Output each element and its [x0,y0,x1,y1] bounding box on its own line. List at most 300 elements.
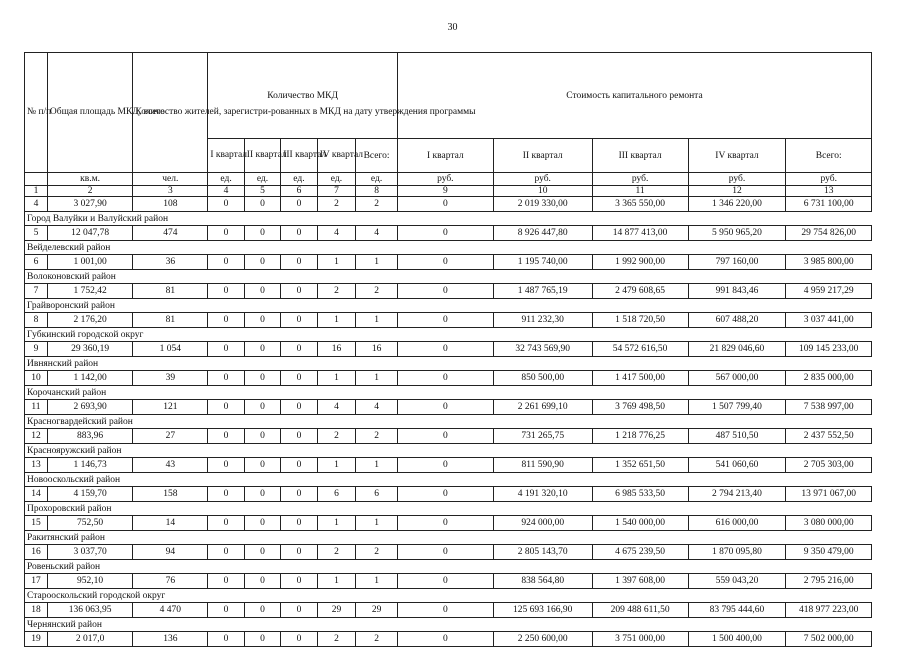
cell: 2 795 216,00 [786,574,872,589]
cell: 1 [356,313,398,328]
header-residents: Количество жителей, зарегистри-рованных в МКД на дату утверждения программы [133,53,208,173]
cell: 0 [208,574,244,589]
cell: 0 [244,632,280,647]
cell: 752,50 [47,516,132,531]
cell: 1 397 608,00 [592,574,688,589]
cell: 0 [397,342,493,357]
cell: 4 959 217,29 [786,284,872,299]
header-cost-q1: I квартал [397,139,493,173]
cell: 0 [281,371,317,386]
cell: 7 502 000,00 [786,632,872,647]
table-row [25,603,872,618]
region-name: Новооскольский район [25,473,872,487]
cell: 0 [397,458,493,473]
table-row [25,545,872,560]
cell: 0 [281,313,317,328]
cell: 5 950 965,20 [688,226,786,241]
cell: 12 [25,429,48,444]
cell: 1 487 765,19 [493,284,592,299]
cell: 108 [133,197,208,212]
region-header-row [25,357,872,371]
cell: 2 437 552,50 [786,429,872,444]
cell: 2 019 330,00 [493,197,592,212]
cell: 1 054 [133,342,208,357]
cell: 1 752,42 [47,284,132,299]
cell: 0 [208,516,244,531]
cell: 487 510,50 [688,429,786,444]
cell: 0 [281,284,317,299]
header-cost-q2: II квартал [493,139,592,173]
units-cell: ед. [356,173,398,186]
cell: 0 [244,429,280,444]
cell: 19 [25,632,48,647]
region-name: Грайворонский район [25,299,872,313]
cell: 1 [317,371,356,386]
cell: 6 731 100,00 [786,197,872,212]
cell: 0 [397,371,493,386]
cell: 81 [133,284,208,299]
cell: 0 [397,545,493,560]
cell: 6 985 533,50 [592,487,688,502]
cell: 0 [397,574,493,589]
cell: 4 [25,197,48,212]
cell: 27 [133,429,208,444]
cell: 0 [244,545,280,560]
region-name: Ивнянский район [25,357,872,371]
cell: 991 843,46 [688,284,786,299]
region-header-row [25,270,872,284]
cell: 0 [281,603,317,618]
cell: 2 794 213,40 [688,487,786,502]
cell: 1 142,00 [47,371,132,386]
units-cell: чел. [133,173,208,186]
cell: 4 [317,400,356,415]
region-name: Вейделевский район [25,241,872,255]
cell: 0 [281,516,317,531]
header-cost-q4: IV квартал [688,139,786,173]
page-number: 30 [447,22,458,33]
cell: 1 [356,255,398,270]
header-q4: IV квартал [317,139,356,173]
cell: 0 [244,342,280,357]
units-cell: ед. [208,173,244,186]
col-number: 4 [208,186,244,197]
cell: 0 [397,226,493,241]
capital-repair-table [24,52,872,647]
cell: 3 985 800,00 [786,255,872,270]
header-cost: Стоимость капитального ремонта [397,53,871,139]
cell: 1 507 799,40 [688,400,786,415]
cell: 54 572 616,50 [592,342,688,357]
units-cell: руб. [493,173,592,186]
cell: 7 538 997,00 [786,400,872,415]
cell: 16 [317,342,356,357]
cell: 0 [208,429,244,444]
cell: 0 [281,458,317,473]
cell: 109 145 233,00 [786,342,872,357]
cell: 3 037 441,00 [786,313,872,328]
cell: 18 [25,603,48,618]
cell: 559 043,20 [688,574,786,589]
cell: 39 [133,371,208,386]
cell: 1 500 400,00 [688,632,786,647]
table-row [25,371,872,386]
col-number: 9 [397,186,493,197]
cell: 1 [317,458,356,473]
region-name: Волоконовский район [25,270,872,284]
col-number: 8 [356,186,398,197]
cell: 811 590,90 [493,458,592,473]
cell: 209 488 611,50 [592,603,688,618]
cell: 4 159,70 [47,487,132,502]
region-name: Старооскольский городской округ [25,589,872,603]
table-row [25,226,872,241]
cell: 2 [317,545,356,560]
table-row [25,458,872,473]
cell: 1 [356,371,398,386]
table-row [25,400,872,415]
cell: 2 [356,429,398,444]
region-header-row [25,531,872,545]
cell: 1 870 095,80 [688,545,786,560]
cell: 9 350 479,00 [786,545,872,560]
cell: 29 [317,603,356,618]
cell: 0 [208,284,244,299]
table-body [25,173,872,647]
cell: 541 060,60 [688,458,786,473]
cell: 0 [244,197,280,212]
header-q1: I квартал [208,139,244,173]
cell: 4 [317,226,356,241]
cell: 1 [317,574,356,589]
col-number: 3 [133,186,208,197]
cell: 0 [208,313,244,328]
cell: 0 [208,226,244,241]
region-header-row [25,444,872,458]
header-mkd-count: Количество МКД [208,53,398,139]
cell: 0 [397,400,493,415]
cell: 3 365 550,00 [592,197,688,212]
cell: 158 [133,487,208,502]
col-number: 1 [25,186,48,197]
cell: 14 877 413,00 [592,226,688,241]
table-row [25,284,872,299]
cell: 1 146,73 [47,458,132,473]
header-area: Общая площадь МКД, всего [47,53,132,173]
col-number: 10 [493,186,592,197]
cell: 838 564,80 [493,574,592,589]
cell: 2 705 303,00 [786,458,872,473]
cell: 1 [317,516,356,531]
cell: 0 [244,284,280,299]
cell: 2 [356,632,398,647]
region-name: Красногвардейский район [25,415,872,429]
cell: 0 [208,255,244,270]
cell: 0 [244,226,280,241]
table-row [25,197,872,212]
cell: 1 001,00 [47,255,132,270]
cell: 13 971 067,00 [786,487,872,502]
table-row [25,342,872,357]
cell: 3 769 498,50 [592,400,688,415]
cell: 3 080 000,00 [786,516,872,531]
cell: 0 [397,603,493,618]
cell: 0 [244,255,280,270]
cell: 567 000,00 [688,371,786,386]
header-cost-q3: III квартал [592,139,688,173]
cell: 0 [244,574,280,589]
table-row [25,255,872,270]
col-number: 5 [244,186,280,197]
cell: 1 992 900,00 [592,255,688,270]
cell: 1 540 000,00 [592,516,688,531]
cell: 13 [25,458,48,473]
cell: 2 176,20 [47,313,132,328]
cell: 12 047,78 [47,226,132,241]
col-number: 11 [592,186,688,197]
cell: 0 [208,632,244,647]
cell: 0 [208,545,244,560]
table-row [25,313,872,328]
cell: 94 [133,545,208,560]
cell: 2 [317,197,356,212]
cell: 2 [317,632,356,647]
cell: 731 265,75 [493,429,592,444]
cell: 1 [356,574,398,589]
cell: 1 195 740,00 [493,255,592,270]
cell: 81 [133,313,208,328]
cell: 0 [208,487,244,502]
cell: 3 037,70 [47,545,132,560]
region-name: Прохоровский район [25,502,872,516]
col-number: 6 [281,186,317,197]
cell: 10 [25,371,48,386]
cell: 2 [317,284,356,299]
cell: 29 754 826,00 [786,226,872,241]
units-cell: руб. [397,173,493,186]
region-header-row [25,560,872,574]
cell: 2 [356,284,398,299]
cell: 0 [281,487,317,502]
cell: 0 [281,342,317,357]
cell: 0 [397,632,493,647]
cell: 474 [133,226,208,241]
region-header-row [25,589,872,603]
table-row [25,574,872,589]
column-numbers-row [25,186,872,197]
units-cell [25,173,48,186]
region-header-row [25,473,872,487]
cell: 1 518 720,50 [592,313,688,328]
cell: 6 [25,255,48,270]
cell: 2 805 143,70 [493,545,592,560]
cell: 0 [397,284,493,299]
cell: 0 [281,632,317,647]
header-q2: II квартал [244,139,280,173]
cell: 850 500,00 [493,371,592,386]
cell: 17 [25,574,48,589]
cell: 1 218 776,25 [592,429,688,444]
cell: 0 [208,197,244,212]
cell: 0 [397,255,493,270]
cell: 2 [317,429,356,444]
cell: 43 [133,458,208,473]
cell: 2 017,0 [47,632,132,647]
cell: 0 [397,487,493,502]
cell: 0 [397,197,493,212]
cell: 11 [25,400,48,415]
region-header-row [25,415,872,429]
col-number: 7 [317,186,356,197]
cell: 4 675 239,50 [592,545,688,560]
region-name: Чернянский район [25,618,872,632]
cell: 0 [208,371,244,386]
cell: 0 [208,603,244,618]
region-name: Город Валуйки и Валуйский район [25,212,872,226]
region-name: Ровеньский район [25,560,872,574]
cell: 1 [356,516,398,531]
header-q3: III квартал [281,139,317,173]
cell: 8 926 447,80 [493,226,592,241]
units-cell: ед. [244,173,280,186]
cell: 29 [356,603,398,618]
region-header-row [25,241,872,255]
cell: 0 [397,429,493,444]
cell: 36 [133,255,208,270]
cell: 83 795 444,60 [688,603,786,618]
header-cost-total: Всего: [786,139,872,173]
cell: 0 [397,313,493,328]
cell: 7 [25,284,48,299]
cell: 121 [133,400,208,415]
col-number: 12 [688,186,786,197]
cell: 0 [281,197,317,212]
cell: 0 [244,516,280,531]
cell: 6 [356,487,398,502]
cell: 0 [281,400,317,415]
cell: 4 191 320,10 [493,487,592,502]
cell: 418 977 223,00 [786,603,872,618]
cell: 0 [208,342,244,357]
cell: 3 751 000,00 [592,632,688,647]
units-cell: ед. [317,173,356,186]
col-number: 2 [47,186,132,197]
cell: 2 693,90 [47,400,132,415]
cell: 2 [356,545,398,560]
units-row [25,173,872,186]
cell: 4 [356,226,398,241]
cell: 1 [356,458,398,473]
cell: 15 [25,516,48,531]
region-header-row [25,328,872,342]
region-name: Краснояружский район [25,444,872,458]
units-cell: руб. [688,173,786,186]
cell: 76 [133,574,208,589]
cell: 1 417 500,00 [592,371,688,386]
cell: 0 [281,574,317,589]
units-cell: руб. [786,173,872,186]
cell: 4 470 [133,603,208,618]
cell: 125 693 166,90 [493,603,592,618]
cell: 0 [208,400,244,415]
table-row [25,487,872,502]
region-header-row [25,212,872,226]
table-row [25,429,872,444]
header-total: Всего: [356,139,398,173]
cell: 0 [281,429,317,444]
cell: 21 829 046,60 [688,342,786,357]
cell: 924 000,00 [493,516,592,531]
cell: 952,10 [47,574,132,589]
cell: 9 [25,342,48,357]
cell: 16 [356,342,398,357]
cell: 0 [281,255,317,270]
region-name: Корочанский район [25,386,872,400]
cell: 0 [244,603,280,618]
table-row [25,632,872,647]
cell: 0 [244,400,280,415]
region-header-row [25,618,872,632]
cell: 797 160,00 [688,255,786,270]
cell: 0 [397,516,493,531]
cell: 136 063,95 [47,603,132,618]
cell: 29 360,19 [47,342,132,357]
cell: 2 479 608,65 [592,284,688,299]
cell: 4 [356,400,398,415]
region-header-row [25,299,872,313]
cell: 0 [281,545,317,560]
cell: 8 [25,313,48,328]
region-name: Губкинский городской округ [25,328,872,342]
cell: 607 488,20 [688,313,786,328]
table-row [25,516,872,531]
cell: 0 [244,371,280,386]
cell: 3 027,90 [47,197,132,212]
units-cell: руб. [592,173,688,186]
cell: 14 [133,516,208,531]
cell: 32 743 569,90 [493,342,592,357]
cell: 2 250 600,00 [493,632,592,647]
cell: 1 [317,255,356,270]
cell: 0 [244,458,280,473]
cell: 1 [317,313,356,328]
cell: 2 [356,197,398,212]
cell: 1 352 651,50 [592,458,688,473]
cell: 2 835 000,00 [786,371,872,386]
cell: 0 [208,458,244,473]
units-cell: кв.м. [47,173,132,186]
cell: 16 [25,545,48,560]
header-num: № п/п [25,53,48,173]
cell: 5 [25,226,48,241]
cell: 14 [25,487,48,502]
cell: 0 [244,487,280,502]
col-number: 13 [786,186,872,197]
units-cell: ед. [281,173,317,186]
cell: 6 [317,487,356,502]
region-name: Ракитянский район [25,531,872,545]
region-header-row [25,386,872,400]
region-header-row [25,502,872,516]
cell: 911 232,30 [493,313,592,328]
cell: 1 346 220,00 [688,197,786,212]
cell: 2 261 699,10 [493,400,592,415]
cell: 616 000,00 [688,516,786,531]
cell: 0 [281,226,317,241]
cell: 883,96 [47,429,132,444]
cell: 136 [133,632,208,647]
cell: 0 [244,313,280,328]
